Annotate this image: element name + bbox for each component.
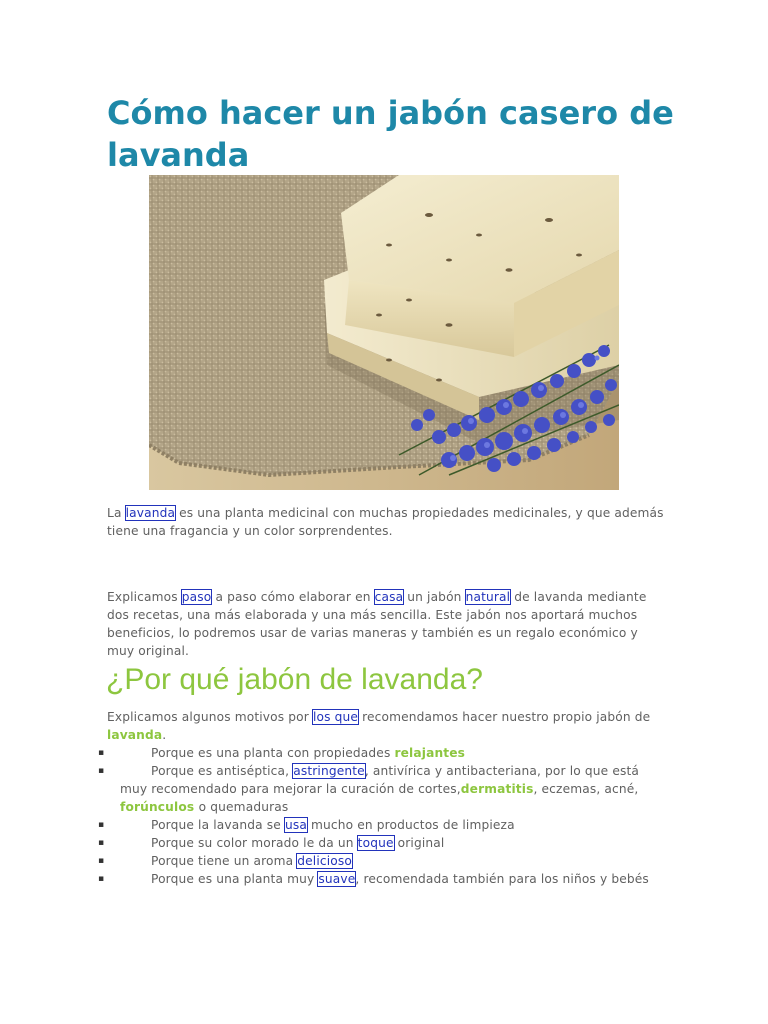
link-toque[interactable]: toque [357,836,394,850]
bullet-icon: ▪ [98,766,105,776]
list-item: ▪ Porque es una planta muy suave, recomendada también para los niños y bebés [98,872,649,886]
reasons-list [98,744,658,888]
link-astringente[interactable]: astringente [293,764,365,778]
link-forunculos[interactable]: forúnculos [120,800,199,814]
link-dermatitis[interactable]: dermatitis [460,782,534,796]
link-natural[interactable]: natural [465,590,511,604]
page-title: Cómo hacer un jabón casero de lavanda [107,94,674,174]
lavender-soap-image [149,175,619,490]
link-usa[interactable]: usa [284,818,307,832]
link-casa[interactable]: casa [374,590,404,604]
bullet-icon: ▪ [98,838,105,848]
link-relajantes[interactable]: relajantes [394,746,466,760]
explain-paragraph: Explicamos paso a paso cómo elaborar en casa un jabón natural de lavanda mediante dos recetas, una más elaborada y una más sencilla. Este jabón nos aportará muchos beneficios, lo podremos usar de varias maneras y también es un regalo económico y muy original. [107,590,647,658]
bullet-icon: ▪ [98,856,105,866]
bullet-icon: ▪ [98,748,105,758]
link-lavanda-green[interactable]: lavanda [107,728,163,742]
list-item: ▪ Porque es una planta con propiedades relajantes [98,746,466,760]
motives-paragraph: Explicamos algunos motivos por los que recomendamos hacer nuestro propio jabón de lavanda. [107,710,651,742]
list-item: ▪ Porque tiene un aroma delicioso [98,854,352,868]
link-los-que[interactable]: los que [312,710,359,724]
list-item: ▪ Porque la lavanda se usa mucho en productos de limpieza [98,818,515,832]
bullet-icon: ▪ [98,820,105,830]
list-item: ▪ Porque su color morado le da un toque original [98,836,445,850]
link-paso[interactable]: paso [181,590,212,604]
link-delicioso[interactable]: delicioso [297,854,352,868]
intro-paragraph: La lavanda es una planta medicinal con muchas propiedades medicinales, y que además tiene una fragancia y un color sorprendentes. [107,506,664,538]
link-lavanda[interactable]: lavanda [125,506,176,520]
list-item: ▪ Porque es antiséptica, astringente, antivírica y antibacteriana, por lo que está muy recomendado para mejorar la curación de cortes,dermatitis, eczemas, acné, forúnculos o quemaduras [98,764,640,814]
section-heading: ¿Por qué jabón de lavanda? [106,663,483,696]
bullet-icon: ▪ [98,874,105,884]
link-suave[interactable]: suave [318,872,356,886]
